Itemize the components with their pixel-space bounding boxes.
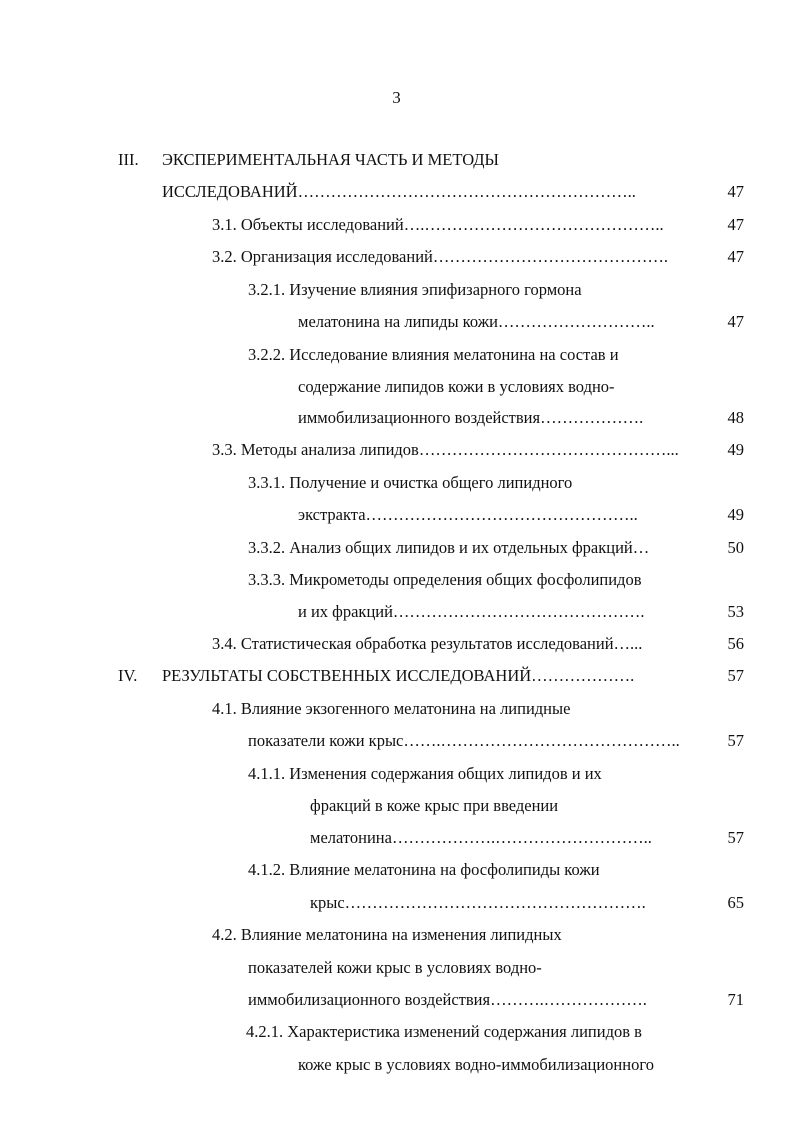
toc-line (248, 761, 718, 787)
toc-entry-text: 3.1. Объекты исследований….…………………………………….. (212, 215, 664, 234)
toc-entry-text: РЕЗУЛЬТАТЫ СОБСТВЕННЫХ ИССЛЕДОВАНИЙ………………. (162, 666, 635, 685)
toc-entry-text: экстракта………………………………………….. (298, 505, 638, 524)
toc-page-number: 47 (727, 312, 744, 331)
toc-page-number: 50 (727, 538, 744, 557)
toc-line (212, 437, 710, 463)
toc-entry-text: иммобилизационного воздействия……….………………. (248, 990, 647, 1009)
section-number: III. (118, 150, 139, 169)
toc-page-number: 47 (727, 182, 744, 201)
toc-line (212, 212, 710, 238)
toc-line (298, 502, 710, 528)
toc-page-number: 65 (727, 893, 744, 912)
toc-page-number: 49 (727, 505, 744, 524)
toc-line (248, 987, 710, 1013)
toc-line (212, 696, 718, 722)
toc-line (310, 890, 710, 916)
toc-line (298, 599, 710, 625)
toc-page-number: 49 (727, 440, 744, 459)
toc-page-number: 57 (727, 828, 744, 847)
toc-entry-text: 3.2.2. Исследование влияния мелатонина на состав и (248, 345, 619, 364)
toc-line (310, 825, 710, 851)
toc-line (310, 793, 718, 819)
toc-entry-text: мелатонина……………….……………………….. (310, 828, 652, 847)
toc-entry-text: 4.2. Влияние мелатонина на изменения липидных (212, 925, 562, 944)
toc-line (0, 147, 793, 173)
toc-entry-text: 3.3.1. Получение и очистка общего липидного (248, 473, 573, 492)
toc-line (298, 1052, 746, 1078)
toc-line (298, 405, 710, 431)
section-number: IV. (118, 666, 138, 685)
toc-line (0, 663, 710, 689)
toc-entry-text: 3.3.2. Анализ общих липидов и их отдельных фракций… (248, 538, 650, 557)
toc-line (298, 374, 718, 400)
toc-entry-text: крыс………………………………………………. (310, 893, 646, 912)
toc-line (298, 309, 710, 335)
toc-line (248, 955, 718, 981)
toc-entry-text: 3.2.1. Изучение влияния эпифизарного гормона (248, 280, 582, 299)
toc-page-number: 57 (727, 731, 744, 750)
toc-line (212, 922, 718, 948)
toc-entry-text: 4.1.1. Изменения содержания общих липидов и их (248, 764, 602, 783)
toc-page-number: 71 (727, 990, 744, 1009)
toc-entry-text: 3.2. Организация исследований……………………………………. (212, 247, 668, 266)
toc-line (248, 567, 718, 593)
toc-line (248, 342, 718, 368)
toc-entry-text: мелатонина на липиды кожи……………………….. (298, 312, 655, 331)
toc-page-number: 47 (727, 247, 744, 266)
toc-page-number: 53 (727, 602, 744, 621)
toc-entry-text: фракций в коже крыс при введении (310, 796, 559, 815)
toc-line (212, 244, 710, 270)
toc-entry-text: 3.3. Методы анализа липидов………………………………………... (212, 440, 679, 459)
toc-entry-text: 4.2.1. Характеристика изменений содержания липидов в (246, 1022, 642, 1041)
page-number: 3 (392, 88, 401, 107)
toc-line (162, 179, 710, 205)
toc-page-number: 48 (727, 408, 744, 427)
toc-entry-text: 3.3.3. Микрометоды определения общих фосфолипидов (248, 570, 642, 589)
toc-entry-text: 4.1.2. Влияние мелатонина на фосфолипиды кожи (248, 860, 600, 879)
toc-entry-text: показателей кожи крыс в условиях водно- (248, 958, 542, 977)
toc-page-number: 47 (727, 215, 744, 234)
toc-entry-text: содержание липидов кожи в условиях водно- (298, 377, 615, 396)
toc-entry-text: ИССЛЕДОВАНИЙ…………………………………………………….. (162, 182, 636, 201)
toc-entry-text: показатели кожи крыс…….…………………………………….. (248, 731, 680, 750)
toc-entry-text: иммобилизационного воздействия………………. (298, 408, 644, 427)
toc-line (248, 535, 710, 561)
toc-entry-text: 4.1. Влияние экзогенного мелатонина на липидные (212, 699, 571, 718)
toc-entry-text: коже крыс в условиях водно-иммобилизационного (298, 1055, 654, 1074)
toc-entry-text: ЭКСПЕРИМЕНТАЛЬНАЯ ЧАСТЬ И МЕТОДЫ (162, 150, 499, 169)
toc-line (246, 1019, 746, 1045)
toc-line (248, 277, 718, 303)
toc-entry-text: 3.4. Статистическая обработка результатов исследований…... (212, 634, 643, 653)
toc-line (248, 728, 710, 754)
toc-line (212, 631, 710, 657)
toc-line (248, 857, 718, 883)
toc-page-number: 57 (727, 666, 744, 685)
toc-line (248, 470, 718, 496)
toc-entry-text: и их фракций………………………………………. (298, 602, 645, 621)
toc-page-number: 56 (727, 634, 744, 653)
